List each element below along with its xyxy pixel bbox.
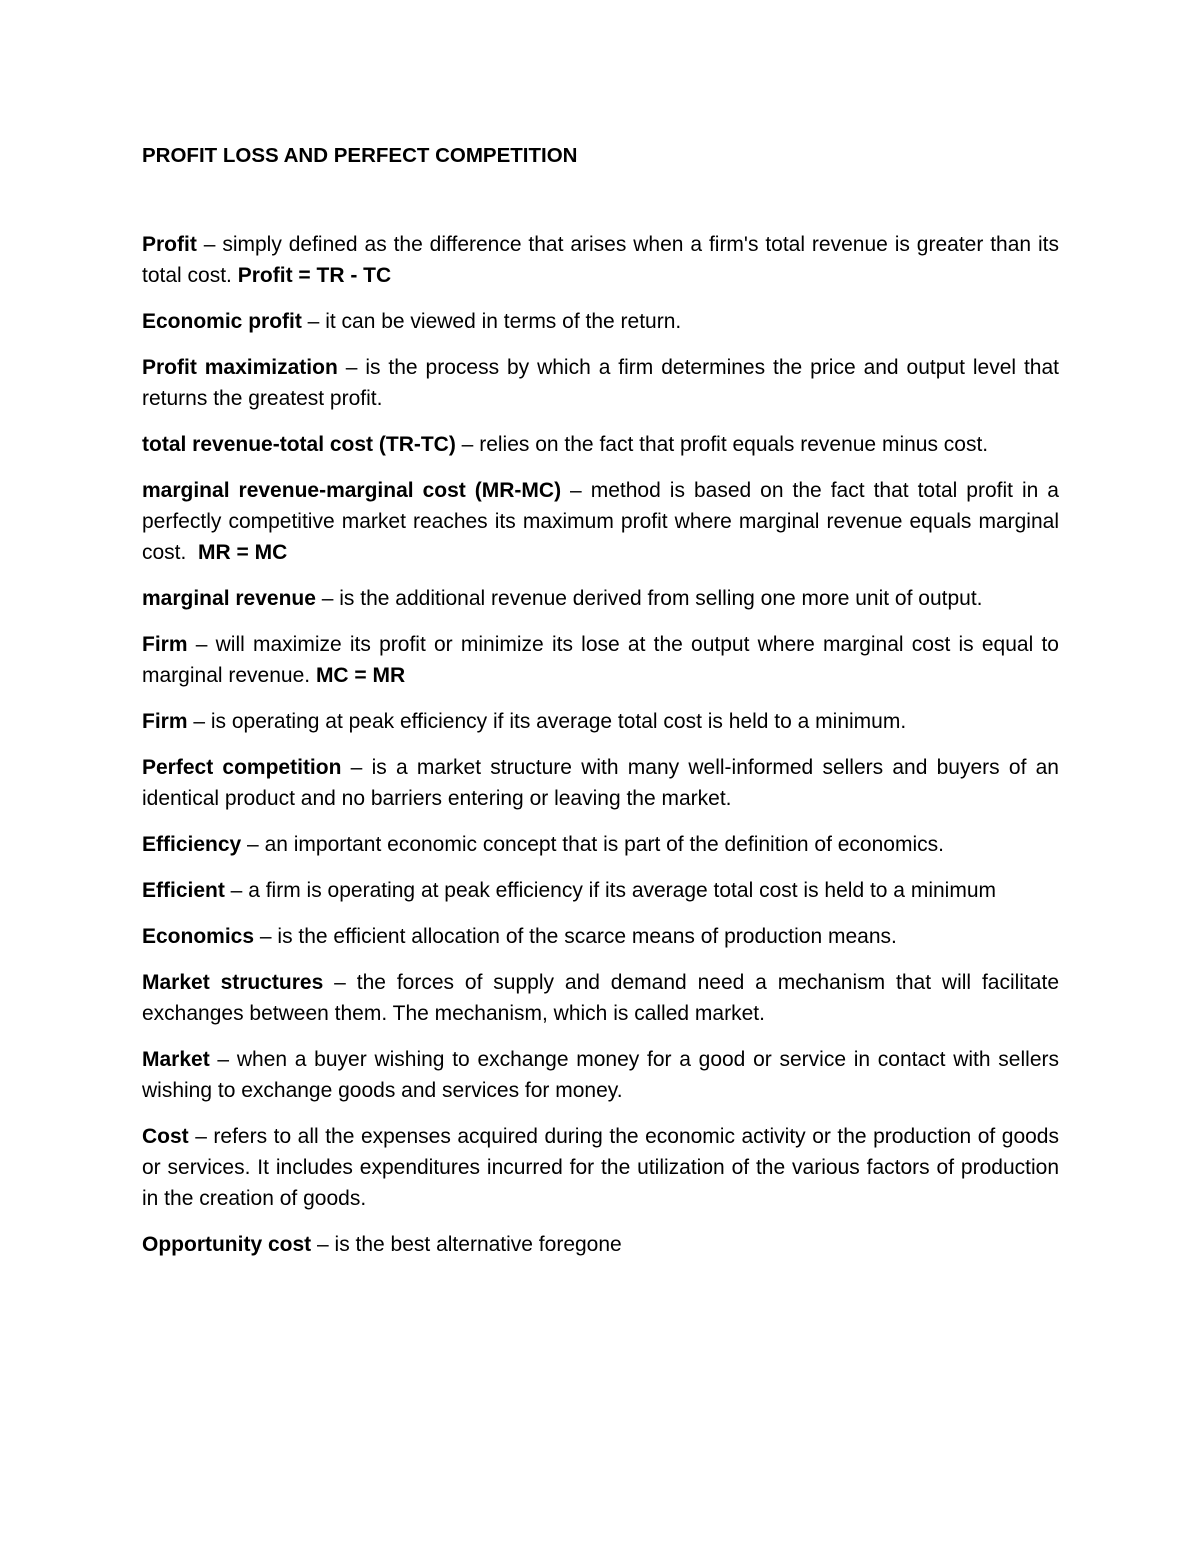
definition-term: Market [142, 1048, 210, 1071]
document-title: PROFIT LOSS AND PERFECT COMPETITION [142, 144, 578, 167]
definition-term: Perfect competition [142, 756, 342, 779]
definition-list [142, 229, 1059, 1275]
definition-term: Efficient [142, 879, 225, 902]
definition-term: Efficiency [142, 833, 242, 856]
definition-formula: Profit = TR - TC [237, 264, 392, 287]
definition-entry: Profit – simply defined as the difference that arises when a firm's total revenue is greater than its total cost. Profit = TR - TC [142, 233, 1059, 287]
definition-text: an important economic concept that is part of the definition of economics. [264, 833, 944, 856]
definition-text: will maximize its profit or minimize its lose at the output where marginal cost is equal to marginal revenue. [142, 633, 1059, 687]
definition-entry: Economics – is the efficient allocation of the scarce means of production means. [142, 925, 897, 948]
definition-term: Firm [142, 710, 188, 733]
definition-entry: marginal revenue-marginal cost (MR-MC) – method is based on the fact that total profit in a perfectly competitive market reaches its maximum profit where marginal revenue equals marginal cost. MR = MC [142, 479, 1059, 564]
definition-entry: Efficient – a firm is operating at peak efficiency if its average total cost is held to a minimum [142, 879, 996, 902]
definition-entry: Market – when a buyer wishing to exchange money for a good or service in contact with sellers wishing to exchange goods and services for money. [142, 1048, 1059, 1102]
definition-term: Economic profit [142, 310, 302, 333]
definition-term: total revenue-total cost (TR-TC) [142, 433, 456, 456]
definition-text: is the best alternative foregone [334, 1233, 622, 1256]
definition-text: refers to all the expenses acquired during the economic activity or the production of goods or services. It includes expenditures incurred for the utilization of the various factors of production in the creation of goods. [142, 1125, 1059, 1210]
definition-text: is the efficient allocation of the scarce means of production means. [277, 925, 897, 948]
definition-formula: MR = MC [198, 541, 288, 564]
definition-text: is the process by which a firm determines the price and output level that returns the greatest profit. [142, 356, 1059, 410]
definition-term: marginal revenue [142, 587, 316, 610]
definition-entry: Market structures – the forces of supply and demand need a mechanism that will facilitate exchanges between them. The mechanism, which is called market. [142, 971, 1059, 1025]
definition-term: Firm [142, 633, 188, 656]
definition-text: is the additional revenue derived from selling one more unit of output. [339, 587, 983, 610]
definition-term: Market structures [142, 971, 324, 994]
definition-term: Cost [142, 1125, 189, 1148]
definition-term: Profit maximization [142, 356, 338, 379]
definition-term: Opportunity cost [142, 1233, 312, 1256]
definition-text: it can be viewed in terms of the return. [325, 310, 682, 333]
definition-entry: Profit maximization – is the process by which a firm determines the price and output level that returns the greatest profit. [142, 356, 1059, 410]
definition-text: simply defined as the difference that arises when a firm's total revenue is greater than its total cost. [142, 233, 1059, 287]
definition-text: the forces of supply and demand need a mechanism that will facilitate exchanges between them. The mechanism, which is called market. [142, 971, 1059, 1025]
definition-entry: Cost – refers to all the expenses acquired during the economic activity or the production of goods or services. It includes expenditures incurred for the utilization of the various factors of production in the creation of goods. [142, 1125, 1059, 1210]
definition-term: marginal revenue-marginal cost (MR-MC) [142, 479, 562, 502]
definition-term: Profit [142, 233, 197, 256]
definition-entry: Efficiency – an important economic concept that is part of the definition of economics. [142, 833, 944, 856]
definition-text: is operating at peak efficiency if its average total cost is held to a minimum. [210, 710, 907, 733]
definition-term: Economics [142, 925, 255, 948]
definition-entry: total revenue-total cost (TR-TC) – relies on the fact that profit equals revenue minus cost. [142, 433, 989, 456]
definition-text: is a market structure with many well-informed sellers and buyers of an identical product and no barriers entering or leaving the market. [142, 756, 1059, 810]
definition-entry: marginal revenue – is the additional revenue derived from selling one more unit of output. [142, 587, 983, 610]
definition-text: relies on the fact that profit equals revenue minus cost. [479, 433, 989, 456]
definition-entry: Firm – is operating at peak efficiency if its average total cost is held to a minimum. [142, 710, 907, 733]
definition-entry: Firm – will maximize its profit or minimize its lose at the output where marginal cost is equal to marginal revenue. MC = MR [142, 633, 1059, 687]
definition-entry: Opportunity cost – is the best alternative foregone [142, 1233, 622, 1256]
definition-entry: Perfect competition – is a market structure with many well-informed sellers and buyers of an identical product and no barriers entering or leaving the market. [142, 756, 1059, 810]
definition-text: a firm is operating at peak efficiency if its average total cost is held to a minimum [248, 879, 996, 902]
definition-formula: MC = MR [315, 664, 406, 687]
definition-text: when a buyer wishing to exchange money for a good or service in contact with sellers wishing to exchange goods and services for money. [142, 1048, 1059, 1102]
definition-text: method is based on the fact that total profit in a perfectly competitive market reaches its maximum profit where marginal revenue equals marginal cost. [142, 479, 1059, 564]
definition-entry: Economic profit – it can be viewed in terms of the return. [142, 310, 682, 333]
